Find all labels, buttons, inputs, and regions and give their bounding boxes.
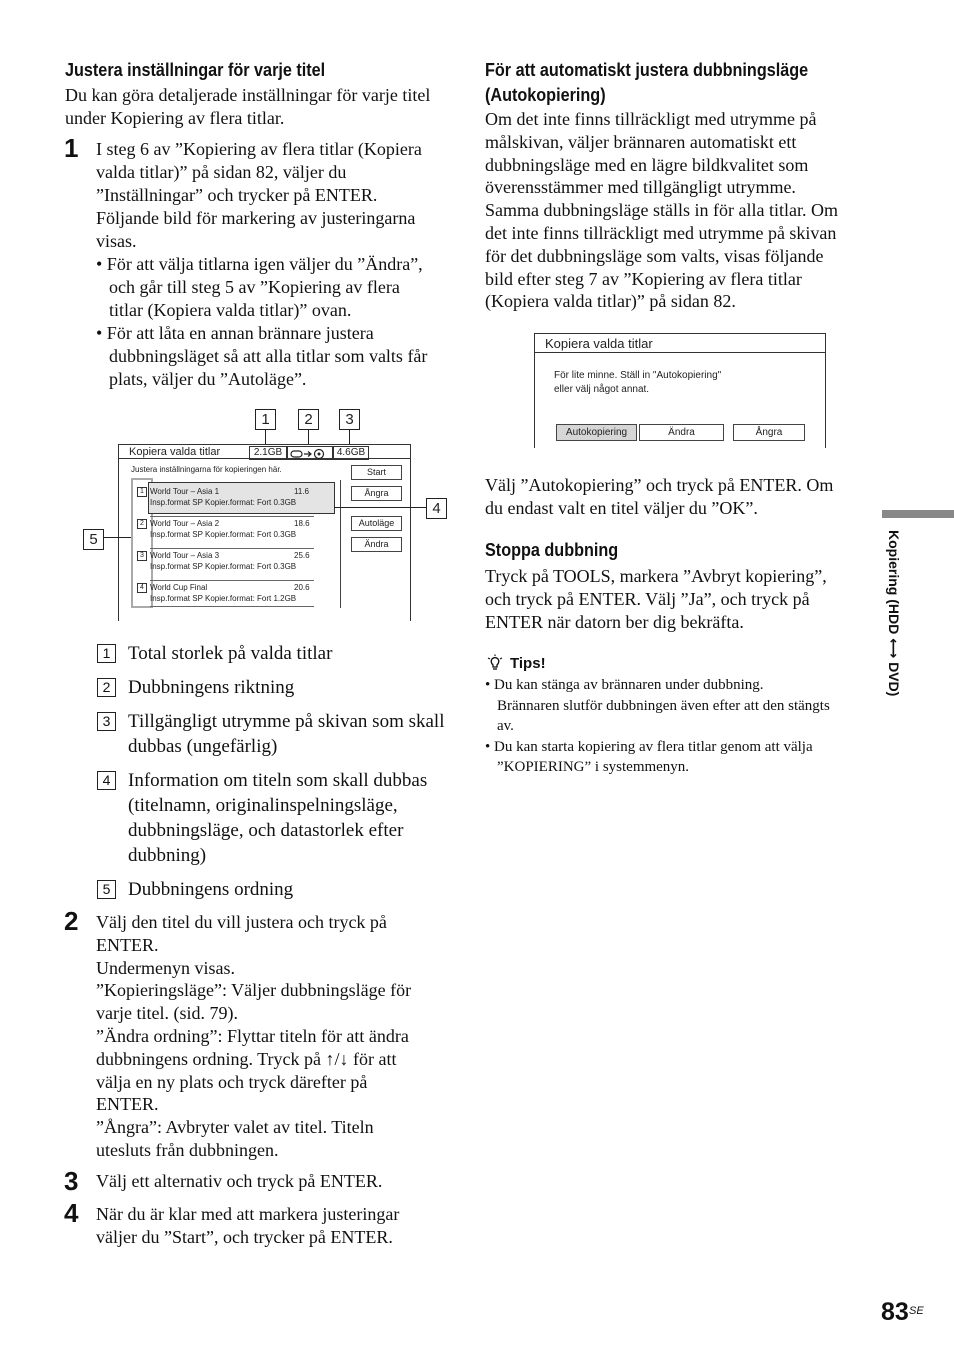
undo-button[interactable]: Ångra: [733, 424, 805, 441]
section-heading-stop: Stoppa dubbning: [485, 540, 619, 560]
size-total: 2.1GB: [249, 446, 287, 460]
legend-item-4: 4 Information om titeln som skall dubbas (titelnamn, originalinspelningsläge, dubbningsläge, och datastorlek efter dubbning): [97, 768, 457, 868]
row-3-number: 3: [137, 551, 147, 561]
intro-text: Du kan göra detaljerade inställningar för varje titel under Kopiering av flera titlar.: [65, 85, 431, 128]
stop-paragraph: Tryck på TOOLS, markera ”Avbryt kopiering”, och tryck på ENTER. Välj ”Ja”, och tryck på ENTER när datorn ber dig bekräfta.: [485, 566, 827, 632]
tip-item: • Du kan starta kopiering av flera titlar genom att välja ”KOPIERING” i systemmenyn.: [485, 738, 813, 775]
row-4-number: 4: [137, 583, 147, 593]
callout-2: 2: [298, 409, 319, 430]
row-2-number: 2: [137, 519, 147, 529]
step-number-4: 4: [64, 1198, 79, 1228]
autocopy-instruction: Välj ”Autokopiering” och tryck på ENTER. Om du endast valt en titel väljer du ”OK”.: [485, 475, 834, 518]
step-number-3: 3: [64, 1166, 79, 1196]
step-number-1: 1: [64, 133, 79, 163]
table-row[interactable]: World Tour – Asia 3 25.6 Insp.format SP Kopier.format: Fort 0.3GB: [150, 551, 310, 571]
tip-item: • Du kan stänga av brännaren under dubbning. Brännaren slutför dubbningen även efter att den stängts av.: [485, 677, 830, 734]
tips-heading: Tips!: [510, 655, 546, 672]
section-heading-autocopy: För att automatiskt justera dubbningsläge (Autokopiering): [485, 60, 809, 105]
screen-title: Kopiera valda titlar: [129, 446, 221, 458]
change-button[interactable]: Ändra: [639, 424, 724, 441]
legend-item-3: 3 Tillgängligt utrymme på skivan som skall dubbas (ungefärlig): [97, 709, 457, 759]
autocopy-paragraph: Om det inte finns tillräckligt med utrymme på målskivan, väljer brännaren automatiskt ett dubbningsläge med en lägre bildkvalitet som överensstämmer med tillgängligt utrymme. Samma dubbningsläge ställs in för alla titlar. Om det inte finns tillräckligt med utrymme på skivan för det dubbningsläge som valts, visas följande bild efter steg 7 av ”Kopiering av flera titlar (Kopiera valda titlar)” på sidan 82.: [485, 109, 838, 312]
dialog-message: För lite minne. Ställ in "Autokopiering" eller välj något annat.: [554, 370, 722, 395]
screen-instruction: Justera inställningarna för kopieringen här.: [131, 465, 282, 474]
callout-4: 4: [426, 498, 447, 519]
callout-1: 1: [255, 409, 276, 430]
change-button[interactable]: Ändra: [351, 537, 402, 552]
bullet-change: • För att välja titlarna igen väljer du ”Ändra”, och går till steg 5 av ”Kopiering av flera titlar (Kopiera valda titlar)” ovan.: [96, 254, 423, 320]
row-divider: [150, 580, 314, 581]
row-divider: [150, 606, 314, 607]
step-1-text: I steg 6 av ”Kopiering av flera titlar (Kopiera valda titlar)” på sidan 82, väljer du ”Inställningar” och trycker på ENTER. Följande bild för markering av justeringarna visas. • För att välja titlarna igen väljer du ”Ändra”, och går till steg 5 av ”Kopiering av flera titlar (Kopiera valda titlar)” ovan. • För att låta en annan brännare justera dubbningsläget så att alla titlar som valts får plats, väljer du ”Autoläge”.: [96, 138, 461, 391]
bullet-autolage: • För att låta en annan brännare justera dubbningsläget så att alla titlar som valts får plats, väljer du ”Autoläge”.: [96, 323, 428, 389]
side-tab: [884, 530, 908, 730]
callout-4-line: [334, 507, 426, 508]
start-button[interactable]: Start: [351, 465, 402, 480]
dialog-title: Kopiera valda titlar: [545, 336, 653, 351]
step-3-text: Välj ett alternativ och tryck på ENTER.: [96, 1171, 383, 1191]
dubbing-direction: [287, 446, 333, 460]
side-tab-bar: [882, 510, 954, 518]
section-heading-left: Justera inställningar för varje titel: [65, 60, 326, 80]
scrollbar[interactable]: [340, 480, 341, 608]
lightbulb-icon: [485, 654, 505, 674]
page-number: 83: [881, 1298, 909, 1326]
table-row[interactable]: World Cup Final 20.6 Insp.format SP Kopier.format: Fort 1.2GB: [150, 583, 310, 603]
size-available: 4.6GB: [333, 446, 369, 460]
table-row[interactable]: World Tour – Asia 2 18.6 Insp.format SP Kopier.format: Fort 0.3GB: [150, 519, 310, 539]
step-2-text: Välj den titel du vill justera och tryck på ENTER. Undermenyn visas. ”Kopieringsläge”: Väljer dubbningsläge för varje titel. (sid. 79). ”Ändra ordning”: Flyttar titeln för att ändra dubbningens ordning. Tryck på ↑/↓ för att välja en ny plats och tryck därefter på ENTER. ”Ångra”: Avbryter valet av titel. Titeln utesluts från dubbningen.: [96, 912, 412, 1160]
page-suffix: SE: [909, 1305, 924, 1317]
dialog-title-divider: [535, 352, 825, 353]
auto-mode-button[interactable]: Autoläge: [351, 516, 402, 531]
autocopy-dialog: [534, 333, 826, 448]
callout-3: 3: [339, 409, 360, 430]
step-number-2: 2: [64, 906, 79, 936]
table-row[interactable]: World Tour – Asia 1 11.6 Insp.format SP Kopier.format: Fort 0.3GB: [150, 487, 309, 507]
copy-settings-screen: [0, 0, 470, 640]
legend-item-2: 2 Dubbningens riktning: [97, 675, 457, 700]
autocopy-button[interactable]: Autokopiering: [556, 424, 637, 441]
step-4-text: När du är klar med att markera justeringar väljer du ”Start”, och trycker på ENTER.: [96, 1204, 400, 1247]
side-tab-label: Kopiering (HDD ⟷ DVD): [886, 530, 902, 697]
callout-5-line: [104, 537, 131, 538]
row-divider: [150, 516, 314, 517]
tips-list: [485, 675, 885, 778]
callout-5: 5: [83, 529, 104, 550]
undo-button[interactable]: Ångra: [351, 486, 402, 501]
hdd-to-dvd-icon: [288, 448, 332, 460]
legend-item-5: 5 Dubbningens ordning: [97, 877, 457, 902]
row-1-number: 1: [137, 487, 147, 497]
row-divider: [150, 548, 314, 549]
legend-item-1: 1 Total storlek på valda titlar: [97, 641, 457, 666]
